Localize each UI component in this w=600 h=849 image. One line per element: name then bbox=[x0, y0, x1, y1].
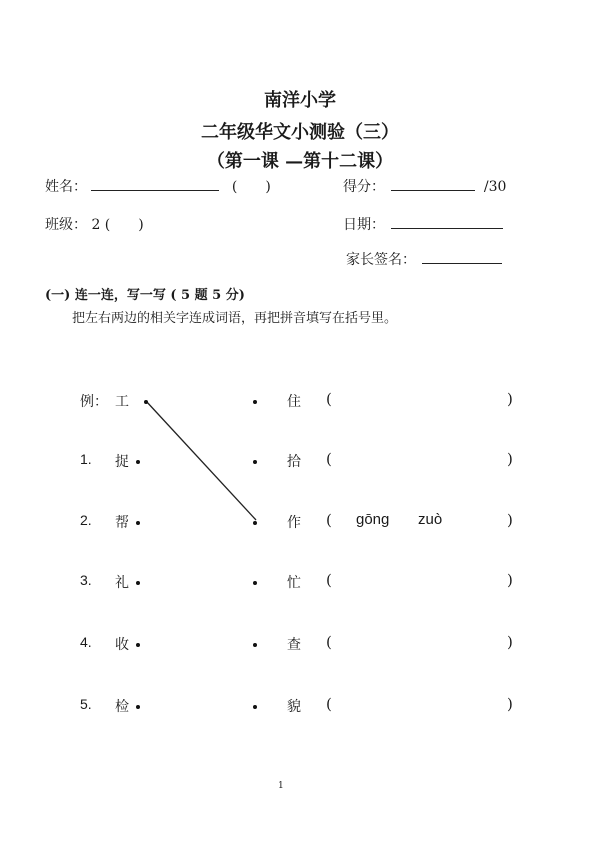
pinyin-paren-close: ) bbox=[507, 695, 513, 713]
row-number: 3. bbox=[80, 572, 92, 588]
left-dot[interactable] bbox=[136, 643, 140, 647]
example-connector-line bbox=[146, 401, 256, 520]
right-dot[interactable] bbox=[253, 643, 257, 647]
parent-signature-label: 家长签名： bbox=[346, 252, 416, 268]
pinyin-paren-close: ) bbox=[507, 633, 513, 651]
pinyin-paren-open: ( bbox=[326, 511, 332, 529]
pinyin-paren-close: ) bbox=[507, 450, 513, 468]
right-dot[interactable] bbox=[253, 581, 257, 585]
right-dot[interactable] bbox=[253, 705, 257, 709]
left-character: 捉 bbox=[115, 454, 129, 470]
right-character: 貌 bbox=[287, 699, 301, 715]
left-character: 检 bbox=[115, 699, 129, 715]
left-dot[interactable] bbox=[136, 705, 140, 709]
row-number: 例： bbox=[80, 393, 108, 409]
left-character: 帮 bbox=[115, 515, 129, 531]
pinyin-answer-1[interactable]: gōng bbox=[356, 511, 390, 528]
left-dot[interactable] bbox=[144, 400, 148, 404]
right-dot[interactable] bbox=[253, 400, 257, 404]
name-paren: ( ) bbox=[231, 179, 271, 195]
pinyin-paren-open: ( bbox=[326, 450, 332, 468]
right-character: 忙 bbox=[287, 575, 301, 591]
right-character: 查 bbox=[287, 637, 301, 653]
left-dot[interactable] bbox=[136, 521, 140, 525]
left-character: 收 bbox=[115, 637, 129, 653]
row-number: 1. bbox=[80, 451, 92, 467]
right-character: 住 bbox=[287, 394, 301, 410]
name-label: 姓名： bbox=[45, 179, 87, 195]
pinyin-paren-open: ( bbox=[326, 390, 332, 408]
score-label: 得分： bbox=[343, 179, 385, 195]
date-label: 日期： bbox=[343, 217, 385, 233]
pinyin-paren-close: ) bbox=[507, 571, 513, 589]
right-character: 作 bbox=[287, 515, 301, 531]
class-value: 2 ( ) bbox=[91, 217, 144, 233]
pinyin-answer-2[interactable]: zuò bbox=[418, 511, 443, 528]
left-dot[interactable] bbox=[136, 460, 140, 464]
lesson-range: （第一课 —第十二课） bbox=[206, 151, 394, 172]
test-title: 二年级华文小测验（三） bbox=[201, 122, 399, 143]
row-number: 5. bbox=[80, 696, 92, 712]
left-character: 礼 bbox=[115, 575, 129, 591]
pinyin-paren-close: ) bbox=[507, 390, 513, 408]
pinyin-paren-open: ( bbox=[326, 633, 332, 651]
page-number: 1 bbox=[278, 781, 284, 791]
section-heading: (一) 连一连，写一写 ( 5 题 5 分) bbox=[45, 288, 245, 303]
right-dot[interactable] bbox=[253, 460, 257, 464]
pinyin-paren-close: ) bbox=[507, 511, 513, 529]
pinyin-paren-open: ( bbox=[326, 695, 332, 713]
class-label: 班级： bbox=[45, 217, 87, 233]
row-number: 4. bbox=[80, 634, 92, 650]
right-dot[interactable] bbox=[253, 521, 257, 525]
right-character: 拾 bbox=[287, 454, 301, 470]
left-character: 工 bbox=[115, 394, 129, 410]
pinyin-paren-open: ( bbox=[326, 571, 332, 589]
section-instruction: 把左右两边的相关字连成词语，再把拼音填写在括号里。 bbox=[72, 311, 398, 326]
school-name: 南洋小学 bbox=[264, 90, 336, 111]
score-total: /30 bbox=[483, 179, 507, 195]
left-dot[interactable] bbox=[136, 581, 140, 585]
row-number: 2. bbox=[80, 512, 92, 528]
